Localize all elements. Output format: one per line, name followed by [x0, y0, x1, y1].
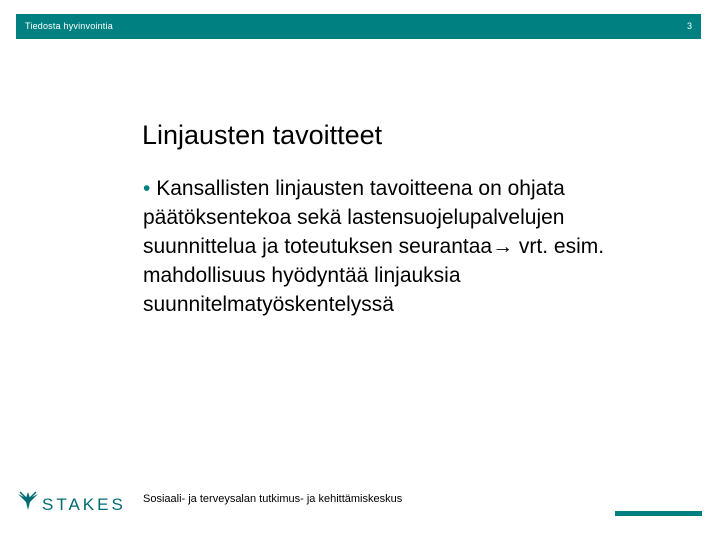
slide-title: Linjausten tavoitteet: [142, 120, 383, 150]
header-tagline: Tiedosta hyvinvointia: [25, 21, 113, 31]
footer-organization: Sosiaali- ja terveysalan tutkimus- ja kehittämiskeskus: [143, 493, 403, 505]
logo-wordmark: STAKES: [42, 495, 126, 514]
header-bar: [16, 14, 701, 39]
bullet-icon: •: [143, 177, 151, 200]
footer-accent-line: [615, 511, 702, 516]
stakes-bird-icon: [18, 492, 38, 510]
stakes-logo: [16, 488, 126, 518]
bullet-text: Kansallisten linjausten tavoitteena on ohjata päätöksentekoa sekä lastensuojelupalvelujen suunnittelua ja toteutuksen seurantaa→ vrt. esim. mahdollisuus hyödyntää linjauksia suunnitelmatyöskentelyssä: [143, 177, 605, 316]
bullet-item: [143, 174, 683, 319]
page-number: 3: [686, 21, 692, 31]
